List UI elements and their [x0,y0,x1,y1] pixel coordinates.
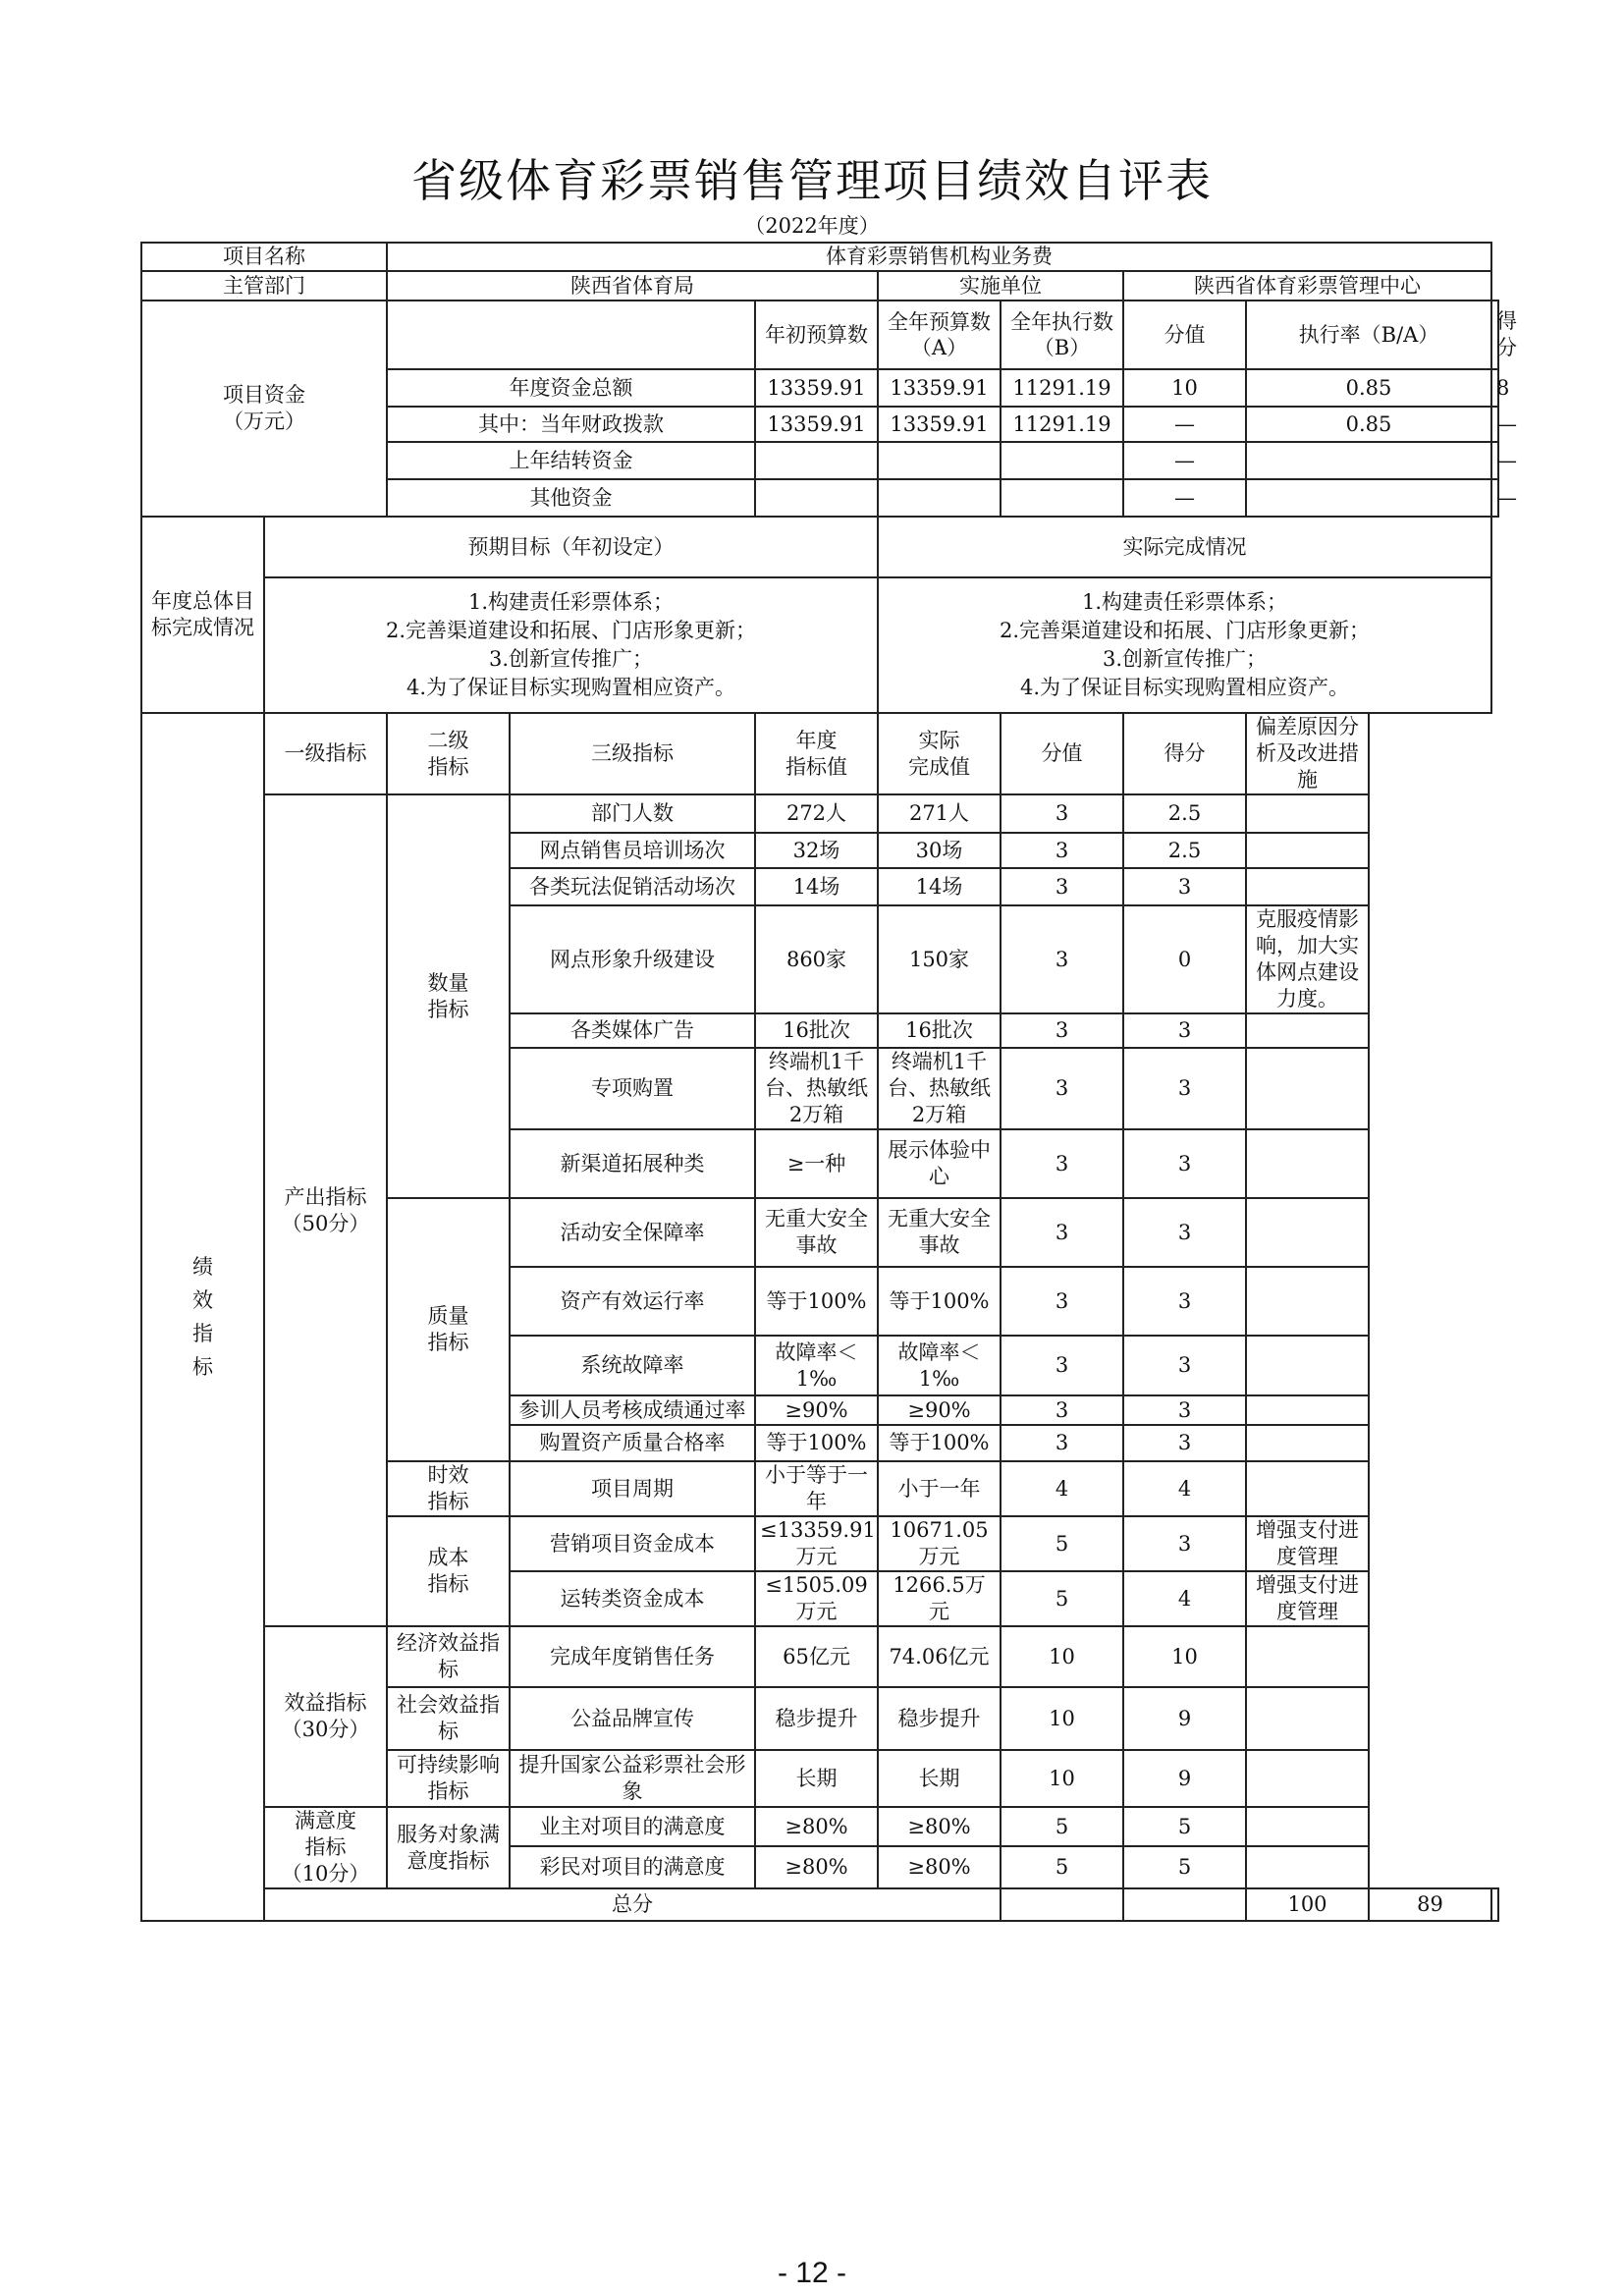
indicator-target: 小于等于一年 [755,1461,878,1516]
indicator-score: 9 [1123,1687,1246,1750]
indicator-note [1246,833,1369,868]
level3-indicator: 购置资产质量合格率 [510,1425,755,1461]
indicator-actual: ≥80% [878,1846,1001,1888]
indicator-score: 2.5 [1123,794,1246,833]
goals-planned-header: 预期目标（年初设定） [264,517,878,577]
funds-score: 8 [1491,369,1498,407]
total-blank [1001,1888,1123,1921]
indicator-target: ≥90% [755,1395,878,1425]
indicator-actual: 无重大安全事故 [878,1198,1001,1267]
indicator-header: 实际 完成值 [878,713,1001,794]
funds-score: — [1491,407,1498,442]
indicator-note [1246,1626,1369,1687]
indicator-actual: 30场 [878,833,1001,868]
level3-indicator: 部门人数 [510,794,755,833]
indicator-score: 3 [1123,1129,1246,1198]
indicator-actual: 展示体验中心 [878,1129,1001,1198]
level3-indicator: 业主对项目的满意度 [510,1807,755,1846]
indicator-target: 长期 [755,1750,878,1807]
form-year: （2022年度） [744,214,880,238]
funds-rate: 0.85 [1246,369,1491,407]
level2-indicator: 可持续影响 指标 [387,1750,510,1807]
impl-value: 陕西省体育彩票管理中心 [1123,271,1491,301]
level3-indicator: 专项购置 [510,1048,755,1129]
indicator-target: 稳步提升 [755,1687,878,1750]
funds-budget: 13359.91 [878,407,1001,442]
project-name-label: 项目名称 [141,243,387,271]
funds-header: 全年执行数（B） [1001,301,1123,369]
indicator-note [1246,794,1369,833]
indicator-value: 3 [1001,1395,1123,1425]
indicator-header: 年度 指标值 [755,713,878,794]
level2-indicator: 质量 指标 [387,1198,510,1461]
indicator-score: 5 [1123,1807,1246,1846]
level3-indicator: 参训人员考核成绩通过率 [510,1395,755,1425]
indicator-actual: 长期 [878,1750,1001,1807]
goal-item: 1.构建责任彩票体系； [1081,590,1288,614]
indicator-actual: 终端机1千台、热敏纸2万箱 [878,1048,1001,1129]
funds-header: 得分 [1491,301,1498,369]
indicator-target: 故障率＜1‰ [755,1336,878,1395]
table-row [141,794,1498,833]
indicator-score: 10 [1123,1626,1246,1687]
funds-initial: 13359.91 [755,407,878,442]
project-name-value: 体育彩票销售机构业务费 [387,243,1491,271]
funds-initial [755,442,878,479]
dept-value: 陕西省体育局 [387,271,878,301]
funds-initial [755,479,878,517]
level3-indicator: 彩民对项目的满意度 [510,1846,755,1888]
table-body [141,243,1517,1921]
level3-indicator: 提升国家公益彩票社会形象 [510,1750,755,1807]
indicator-target: 终端机1千台、热敏纸2万箱 [755,1048,878,1129]
goal-item: 4.为了保证目标实现购置相应资产。 [1019,676,1350,699]
funds-score-value: 10 [1123,369,1246,407]
indicator-note [1246,1267,1369,1336]
indicator-note [1246,1846,1369,1888]
indicator-score: 3 [1123,1048,1246,1129]
indicator-target: 等于100% [755,1425,878,1461]
funds-rate: 0.85 [1246,407,1491,442]
indicator-value: 5 [1001,1846,1123,1888]
goal-item: 3.创新宣传推广； [488,647,654,671]
indicator-score: 3 [1123,1267,1246,1336]
goals-label: 年度总体目标完成情况 [141,517,264,713]
indicator-note [1246,1198,1369,1267]
funds-row-name: 其他资金 [387,479,755,517]
indicator-value: 10 [1001,1750,1123,1807]
level1-indicator: 产出指标 （50分） [264,794,387,1626]
level3-indicator: 各类玩法促销活动场次 [510,868,755,905]
funds-header: 全年预算数（A） [878,301,1001,369]
indicator-note: 克服疫情影响，加大实体网点建设力度。 [1246,905,1369,1013]
funds-score-value: — [1123,442,1246,479]
indicator-value: 5 [1001,1516,1123,1571]
indicator-actual: 等于100% [878,1425,1001,1461]
indicator-target: 等于100% [755,1267,878,1336]
indicator-target: ≤13359.91万元 [755,1516,878,1571]
indicator-value: 3 [1001,1198,1123,1267]
indicator-actual: 1266.5万元 [878,1571,1001,1626]
indicator-note [1246,1048,1369,1129]
table-row [141,271,1498,301]
level2-indicator: 成本 指标 [387,1516,510,1626]
indicator-value: 5 [1001,1571,1123,1626]
indicator-value: 3 [1001,1013,1123,1048]
goal-item: 1.构建责任彩票体系； [467,590,675,614]
table-row [141,517,1498,577]
indicator-target: ≥80% [755,1807,878,1846]
indicator-header: 三级指标 [510,713,755,794]
indicator-note [1246,1336,1369,1395]
indicator-score: 4 [1123,1571,1246,1626]
indicator-value: 3 [1001,1425,1123,1461]
funds-score: — [1491,479,1498,517]
indicator-note [1246,1750,1369,1807]
funds-executed [1001,442,1123,479]
indicator-target: 无重大安全事故 [755,1198,878,1267]
indicator-score: 2.5 [1123,833,1246,868]
funds-header: 分值 [1123,301,1246,369]
indicator-value: 3 [1001,1129,1123,1198]
goal-item: 2.完善渠道建设和拓展、门店形象更新； [999,619,1371,642]
level2-indicator: 数量 指标 [387,794,510,1198]
indicator-value: 4 [1001,1461,1123,1516]
total-blank [1123,1888,1246,1921]
indicator-actual: 16批次 [878,1013,1001,1048]
funds-row-name: 年度资金总额 [387,369,755,407]
goals-actual [878,577,1491,713]
funds-score-value: — [1123,407,1246,442]
level3-indicator: 新渠道拓展种类 [510,1129,755,1198]
indicator-score: 0 [1123,905,1246,1013]
indicator-actual: ≥80% [878,1807,1001,1846]
indicator-actual: 小于一年 [878,1461,1001,1516]
goal-item: 4.为了保证目标实现购置相应资产。 [406,676,736,699]
funds-rate [1246,442,1491,479]
goal-item: 2.完善渠道建设和拓展、门店形象更新； [385,619,757,642]
level2-indicator: 时效 指标 [387,1461,510,1516]
funds-header: 执行率（B/A） [1246,301,1491,369]
indicator-value: 3 [1001,868,1123,905]
total-blank [1491,1888,1498,1921]
indicator-target: ≥80% [755,1846,878,1888]
indicator-actual: 271人 [878,794,1001,833]
funds-budget: 13359.91 [878,369,1001,407]
indicator-note [1246,1687,1369,1750]
level3-indicator: 完成年度销售任务 [510,1626,755,1687]
level3-indicator: 项目周期 [510,1461,755,1516]
indicator-note: 增强支付进度管理 [1246,1571,1369,1626]
level2-indicator: 社会效益指 标 [387,1687,510,1750]
indicator-target: 32场 [755,833,878,868]
form-title: 省级体育彩票销售管理项目绩效自评表 [411,154,1213,207]
total-label: 总分 [264,1888,1001,1921]
indicator-header: 偏差原因分析及改进措施 [1246,713,1369,794]
indicator-target: 14场 [755,868,878,905]
goal-item: 3.创新宣传推广； [1102,647,1268,671]
indicator-header: 二级 指标 [387,713,510,794]
funds-header-blank [387,301,755,369]
level3-indicator: 网点形象升级建设 [510,905,755,1013]
indicator-actual: 10671.05万元 [878,1516,1001,1571]
indicator-score: 3 [1123,868,1246,905]
indicator-score: 3 [1123,1425,1246,1461]
indicator-note [1246,1425,1369,1461]
level3-indicator: 各类媒体广告 [510,1013,755,1048]
table-row [141,713,1498,794]
indicator-score: 3 [1123,1198,1246,1267]
indicator-target: 16批次 [755,1013,878,1048]
level3-indicator: 公益品牌宣传 [510,1687,755,1750]
funds-budget [878,442,1001,479]
funds-budget [878,479,1001,517]
indicator-actual: 150家 [878,905,1001,1013]
page-number: - 12 - [777,2257,847,2289]
indicator-note [1246,1461,1369,1516]
indicator-value: 3 [1001,1336,1123,1395]
level2-indicator: 经济效益指 标 [387,1626,510,1687]
dept-label: 主管部门 [141,271,387,301]
funds-rate [1246,479,1491,517]
indicator-value: 3 [1001,905,1123,1013]
indicator-value: 3 [1001,833,1123,868]
level3-indicator: 网点销售员培训场次 [510,833,755,868]
level2-indicator: 服务对象满 意度指标 [387,1807,510,1888]
level3-indicator: 运转类资金成本 [510,1571,755,1626]
table-row [141,243,1498,271]
indicator-header: 得分 [1123,713,1246,794]
indicator-note [1246,1807,1369,1846]
indicator-target: 65亿元 [755,1626,878,1687]
funds-row-name: 其中：当年财政拨款 [387,407,755,442]
indicator-value: 3 [1001,1048,1123,1129]
table-row [141,301,1498,369]
indicator-note [1246,1395,1369,1425]
indicator-note [1246,1129,1369,1198]
level1-indicator: 效益指标 （30分） [264,1626,387,1807]
indicator-value: 5 [1001,1807,1123,1846]
indicator-actual: 稳步提升 [878,1687,1001,1750]
indicator-target: 860家 [755,905,878,1013]
table-row [141,1626,1498,1687]
indicator-header: 一级指标 [264,713,387,794]
funds-header: 年初预算数 [755,301,878,369]
indicator-score: 3 [1123,1336,1246,1395]
level3-indicator: 资产有效运行率 [510,1267,755,1336]
indicator-actual: 故障率＜1‰ [878,1336,1001,1395]
table-row [141,577,1498,713]
funds-score-value: — [1123,479,1246,517]
indicator-value: 3 [1001,1267,1123,1336]
funds-initial: 13359.91 [755,369,878,407]
indicator-note: 增强支付进度管理 [1246,1516,1369,1571]
indicator-note [1246,868,1369,905]
indicator-actual: 74.06亿元 [878,1626,1001,1687]
funds-score: — [1491,442,1498,479]
indicator-actual: 14场 [878,868,1001,905]
indicator-target: ≥一种 [755,1129,878,1198]
indicator-value: 3 [1001,794,1123,833]
indicators-label-text: 绩 效 指 标 [192,1255,213,1379]
indicator-note [1246,1013,1369,1048]
table-row [141,1807,1498,1846]
indicator-score: 5 [1123,1846,1246,1888]
indicator-header: 分值 [1001,713,1123,794]
indicator-score: 3 [1123,1013,1246,1048]
table-row [141,1888,1498,1921]
indicator-actual: ≥90% [878,1395,1001,1425]
impl-label: 实施单位 [878,271,1123,301]
indicator-score: 4 [1123,1461,1246,1516]
indicator-score: 3 [1123,1516,1246,1571]
performance-table [140,242,1517,1922]
funds-executed [1001,479,1123,517]
level3-indicator: 系统故障率 [510,1336,755,1395]
goals-actual-header: 实际完成情况 [878,517,1491,577]
level3-indicator: 活动安全保障率 [510,1198,755,1267]
indicators-label [141,713,264,1921]
funds-row-name: 上年结转资金 [387,442,755,479]
indicator-target: 272人 [755,794,878,833]
funds-label: 项目资金 （万元） [141,301,387,517]
indicator-value: 10 [1001,1687,1123,1750]
indicator-value: 10 [1001,1626,1123,1687]
indicator-score: 3 [1123,1395,1246,1425]
funds-executed: 11291.19 [1001,407,1123,442]
level1-indicator: 满意度 指标 （10分） [264,1807,387,1888]
indicator-actual: 等于100% [878,1267,1001,1336]
level3-indicator: 营销项目资金成本 [510,1516,755,1571]
indicator-score: 9 [1123,1750,1246,1807]
funds-executed: 11291.19 [1001,369,1123,407]
indicator-target: ≤1505.09万元 [755,1571,878,1626]
total-score: 89 [1369,1888,1491,1921]
total-value: 100 [1246,1888,1369,1921]
goals-planned [264,577,878,713]
